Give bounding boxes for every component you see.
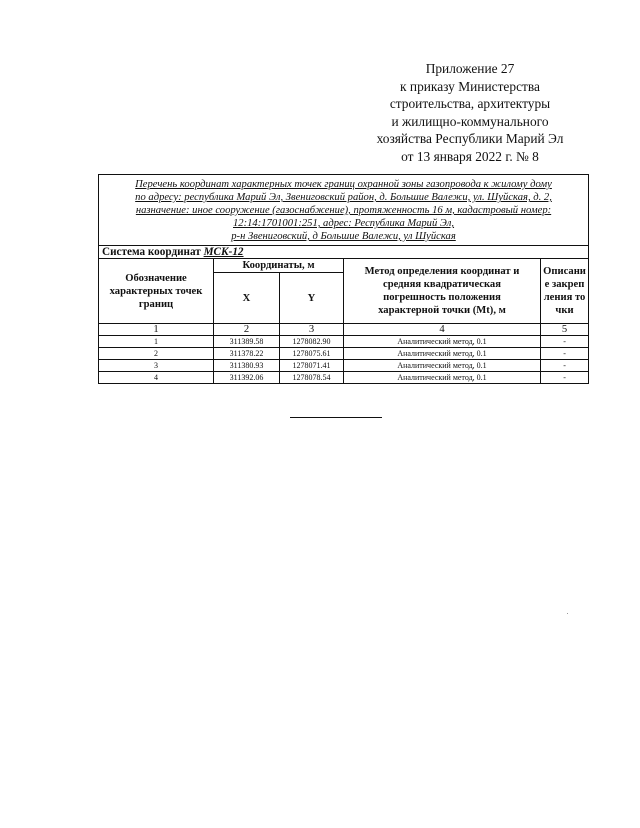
appendix-header	[355, 60, 585, 166]
cell-y: 1278078.54	[280, 372, 344, 384]
table-row	[99, 348, 589, 360]
table-title-line: р-н Звениговский, д Большие Валежи, ул Шуйская	[231, 231, 456, 242]
cell-point: 3	[99, 360, 214, 372]
table-title-line: назначение: иное сооружение (газоснабжение), протяженность 16 м, кадастровый номер:	[135, 205, 552, 216]
cell-method: Аналитический метод, 0.1	[344, 348, 541, 360]
table-row	[99, 372, 589, 384]
cell-method: Аналитический метод, 0.1	[344, 336, 541, 348]
header-x: X	[214, 273, 280, 324]
column-number: 5	[541, 324, 589, 336]
column-number: 3	[280, 324, 344, 336]
coordinate-system-label: Система координат	[102, 246, 201, 258]
cell-description: -	[541, 372, 589, 384]
cell-point: 4	[99, 372, 214, 384]
appendix-line: и жилищно-коммунального	[391, 113, 549, 129]
header-point-designation: Обозначение характерных точек границ	[99, 259, 214, 324]
table-title-line: Перечень координат характерных точек границ охранной зоны газопровода к жилому дому	[135, 179, 552, 190]
header-y: Y	[280, 273, 344, 324]
coordinate-system	[99, 246, 589, 259]
appendix-line: Приложение 27	[425, 61, 515, 76]
cell-x: 311378.22	[214, 348, 280, 360]
table-title-line: по адресу: республика Марий Эл, Звениговский район, д. Большие Валежи, ул. Шуйская, д. 2,	[135, 192, 552, 203]
cell-y: 1278082.90	[280, 336, 344, 348]
table-row	[99, 336, 589, 348]
cell-description: -	[541, 336, 589, 348]
coordinate-system-value: МСК-12	[203, 246, 244, 258]
cell-method: Аналитический метод, 0.1	[344, 360, 541, 372]
appendix-line: к приказу Министерства	[400, 78, 540, 94]
appendix-line: строительства, архитектуры	[389, 96, 551, 112]
column-number: 4	[344, 324, 541, 336]
header-method: Метод определения координат и средняя квадратическая погрешность положения характерной точки (Mt), м	[344, 259, 541, 324]
table-row	[99, 360, 589, 372]
cell-y: 1278071.41	[280, 360, 344, 372]
cell-x: 311380.93	[214, 360, 280, 372]
table-title-line: 12:14:1701001:251, адрес: Республика Марий Эл,	[233, 218, 455, 229]
scan-speck	[567, 613, 568, 614]
column-number: 1	[99, 324, 214, 336]
cell-method: Аналитический метод, 0.1	[344, 372, 541, 384]
column-number-row	[99, 324, 589, 336]
column-number: 2	[214, 324, 280, 336]
cell-y: 1278075.61	[280, 348, 344, 360]
appendix-line: хозяйства Республики Марий Эл	[376, 131, 564, 147]
appendix-line: от 13 января 2022 г. № 8	[401, 148, 539, 164]
cell-description: -	[541, 360, 589, 372]
header-description: Описание закрепления точки	[541, 259, 589, 324]
cell-point: 2	[99, 348, 214, 360]
table-title	[99, 175, 589, 246]
cell-x: 311392.06	[214, 372, 280, 384]
closing-line	[290, 417, 382, 418]
header-coordinates: Координаты, м	[214, 259, 344, 273]
cell-x: 311389.58	[214, 336, 280, 348]
cell-point: 1	[99, 336, 214, 348]
coordinates-table	[98, 174, 589, 384]
cell-description: -	[541, 348, 589, 360]
